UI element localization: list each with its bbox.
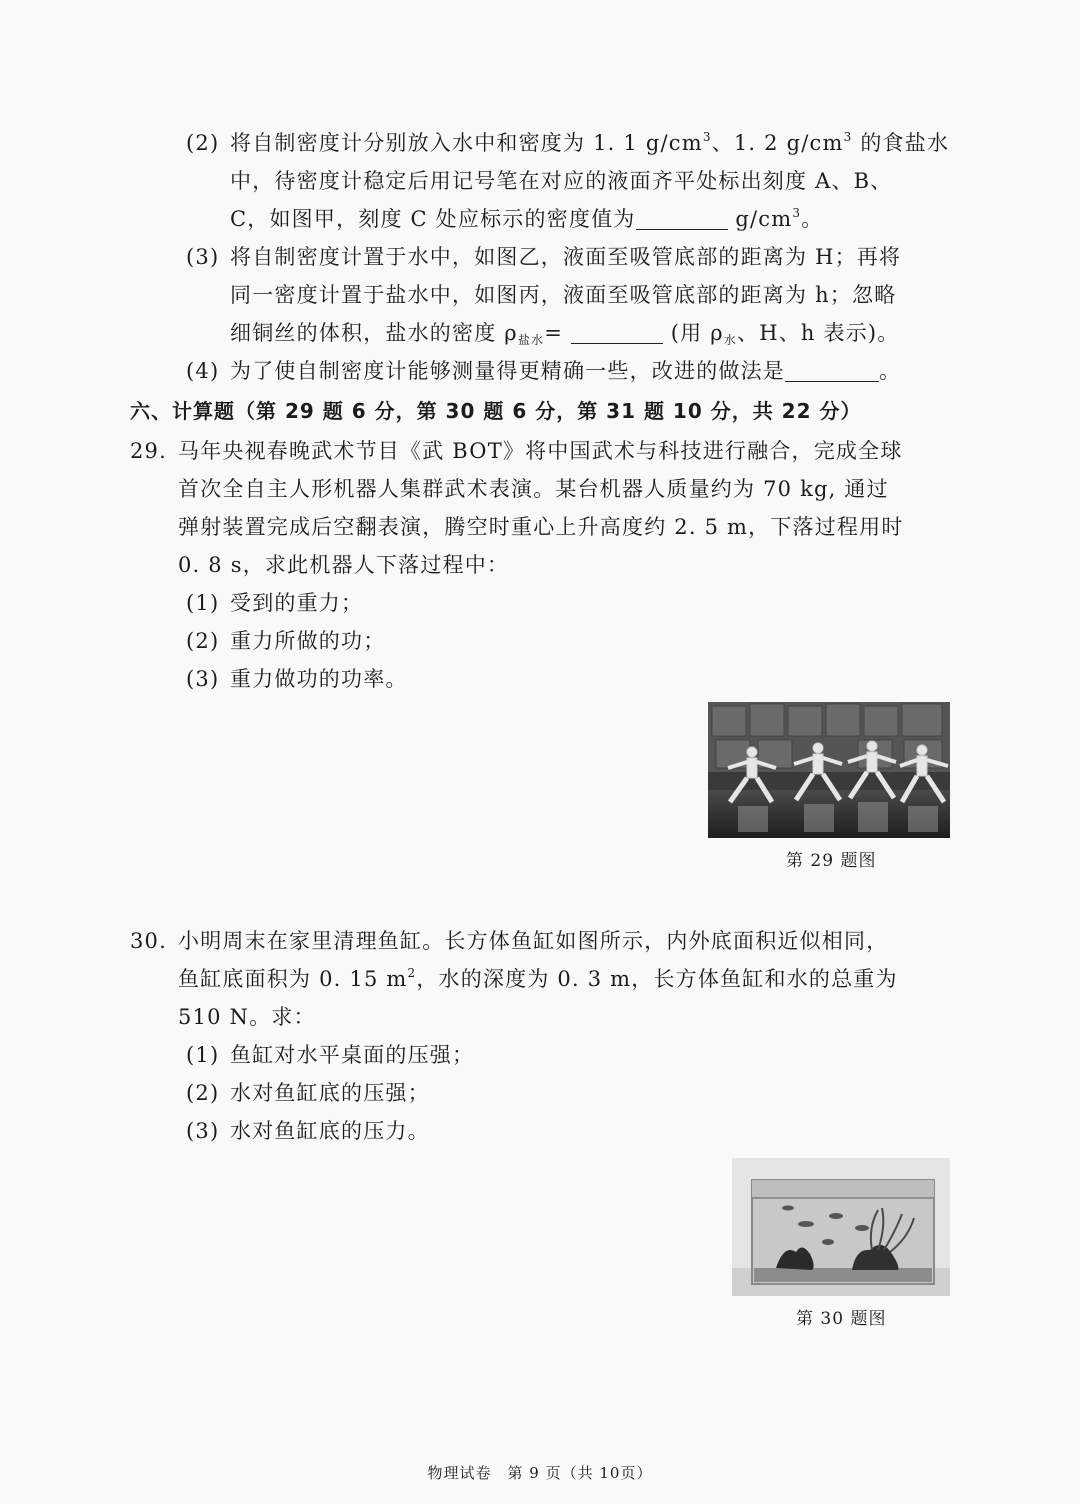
sub-question: 重力做功的功率。 [230,667,408,691]
sub-question: 受到的重力； [230,591,364,615]
text-line: 小明周末在家里清理鱼缸。长方体鱼缸如图所示，内外底面积近似相同， [178,929,889,953]
text-line: 510 N。求： [178,1005,316,1029]
sub-question: 水对鱼缸底的压力。 [230,1119,430,1143]
sub-question: 水对鱼缸底的压强； [230,1081,430,1105]
text-line: 将自制密度计分别放入水中和密度为 1. 1 $g/cm^3$、1. 2 $g/cm^3$ 的食盐水 [230,130,950,155]
figure-caption: 第 30 题图 [796,1309,887,1329]
text-line: C，如图甲，刻度 C 处应标示的密度值为 $g/cm^3$。 [230,206,824,231]
text-line: 0. 8 s，求此机器人下落过程中： [178,553,510,577]
answer-blank[interactable] [785,359,879,382]
question-number: 29. [130,439,167,463]
text-line: 马年央视春晚武术节目《武 BOT》将中国武术与科技进行融合，完成全球 [178,439,903,463]
text-line: 中，待密度计稳定后用记号笔在对应的液面齐平处标出刻度 A、B、 [230,169,893,193]
answer-blank[interactable] [636,207,728,230]
item-number: (2) [186,1081,220,1105]
item-number: (3) [186,667,220,691]
item-number: (2) [186,629,220,653]
item-number: (1) [186,591,220,615]
item-number: (2) [186,131,220,155]
answer-blank[interactable] [571,321,663,344]
section-heading: 六、计算题（第 29 题 6 分，第 30 题 6 分，第 31 题 10 分，共 22 分） [130,399,862,423]
text-line: 为了使自制密度计能够测量得更精确一些，改进的做法是 。 [230,359,902,383]
figure-caption: 第 29 题图 [786,851,877,871]
sub-question: 鱼缸对水平桌面的压强； [230,1043,475,1067]
text-line: 首次全自主人形机器人集群武术表演。某台机器人质量约为 70 kg, 通过 [178,477,889,501]
item-number: (1) [186,1043,220,1067]
fish-tank-photo [732,1158,950,1296]
item-number: (3) [186,1119,220,1143]
text-line: 将自制密度计置于水中，如图乙，液面至吸管底部的距离为 H；再将 [230,245,902,269]
item-number: (4) [186,359,220,383]
text-line: 鱼缸底面积为 0. 15 $m^2$，水的深度为 0. 3 m，长方体鱼缸和水的总重为 [178,966,898,991]
text-line: 同一密度计置于盐水中，如图丙，液面至吸管底部的距离为 h；忽略 [230,283,897,307]
item-number: (3) [186,245,220,269]
question-number: 30. [130,929,167,953]
sub-question: 重力所做的功； [230,629,386,653]
robot-performance-photo [708,702,950,838]
page-footer: 物理试卷 第 9 页（共 10页） [427,1464,653,1482]
text-line: 弹射装置完成后空翻表演，腾空时重心上升高度约 2. 5 m，下落过程用时 [178,515,904,539]
text-line: 细铜丝的体积，盐水的密度 $\rho_{盐水}=$ (用 $\rho_水$、H、h 表示)。 [230,321,900,347]
